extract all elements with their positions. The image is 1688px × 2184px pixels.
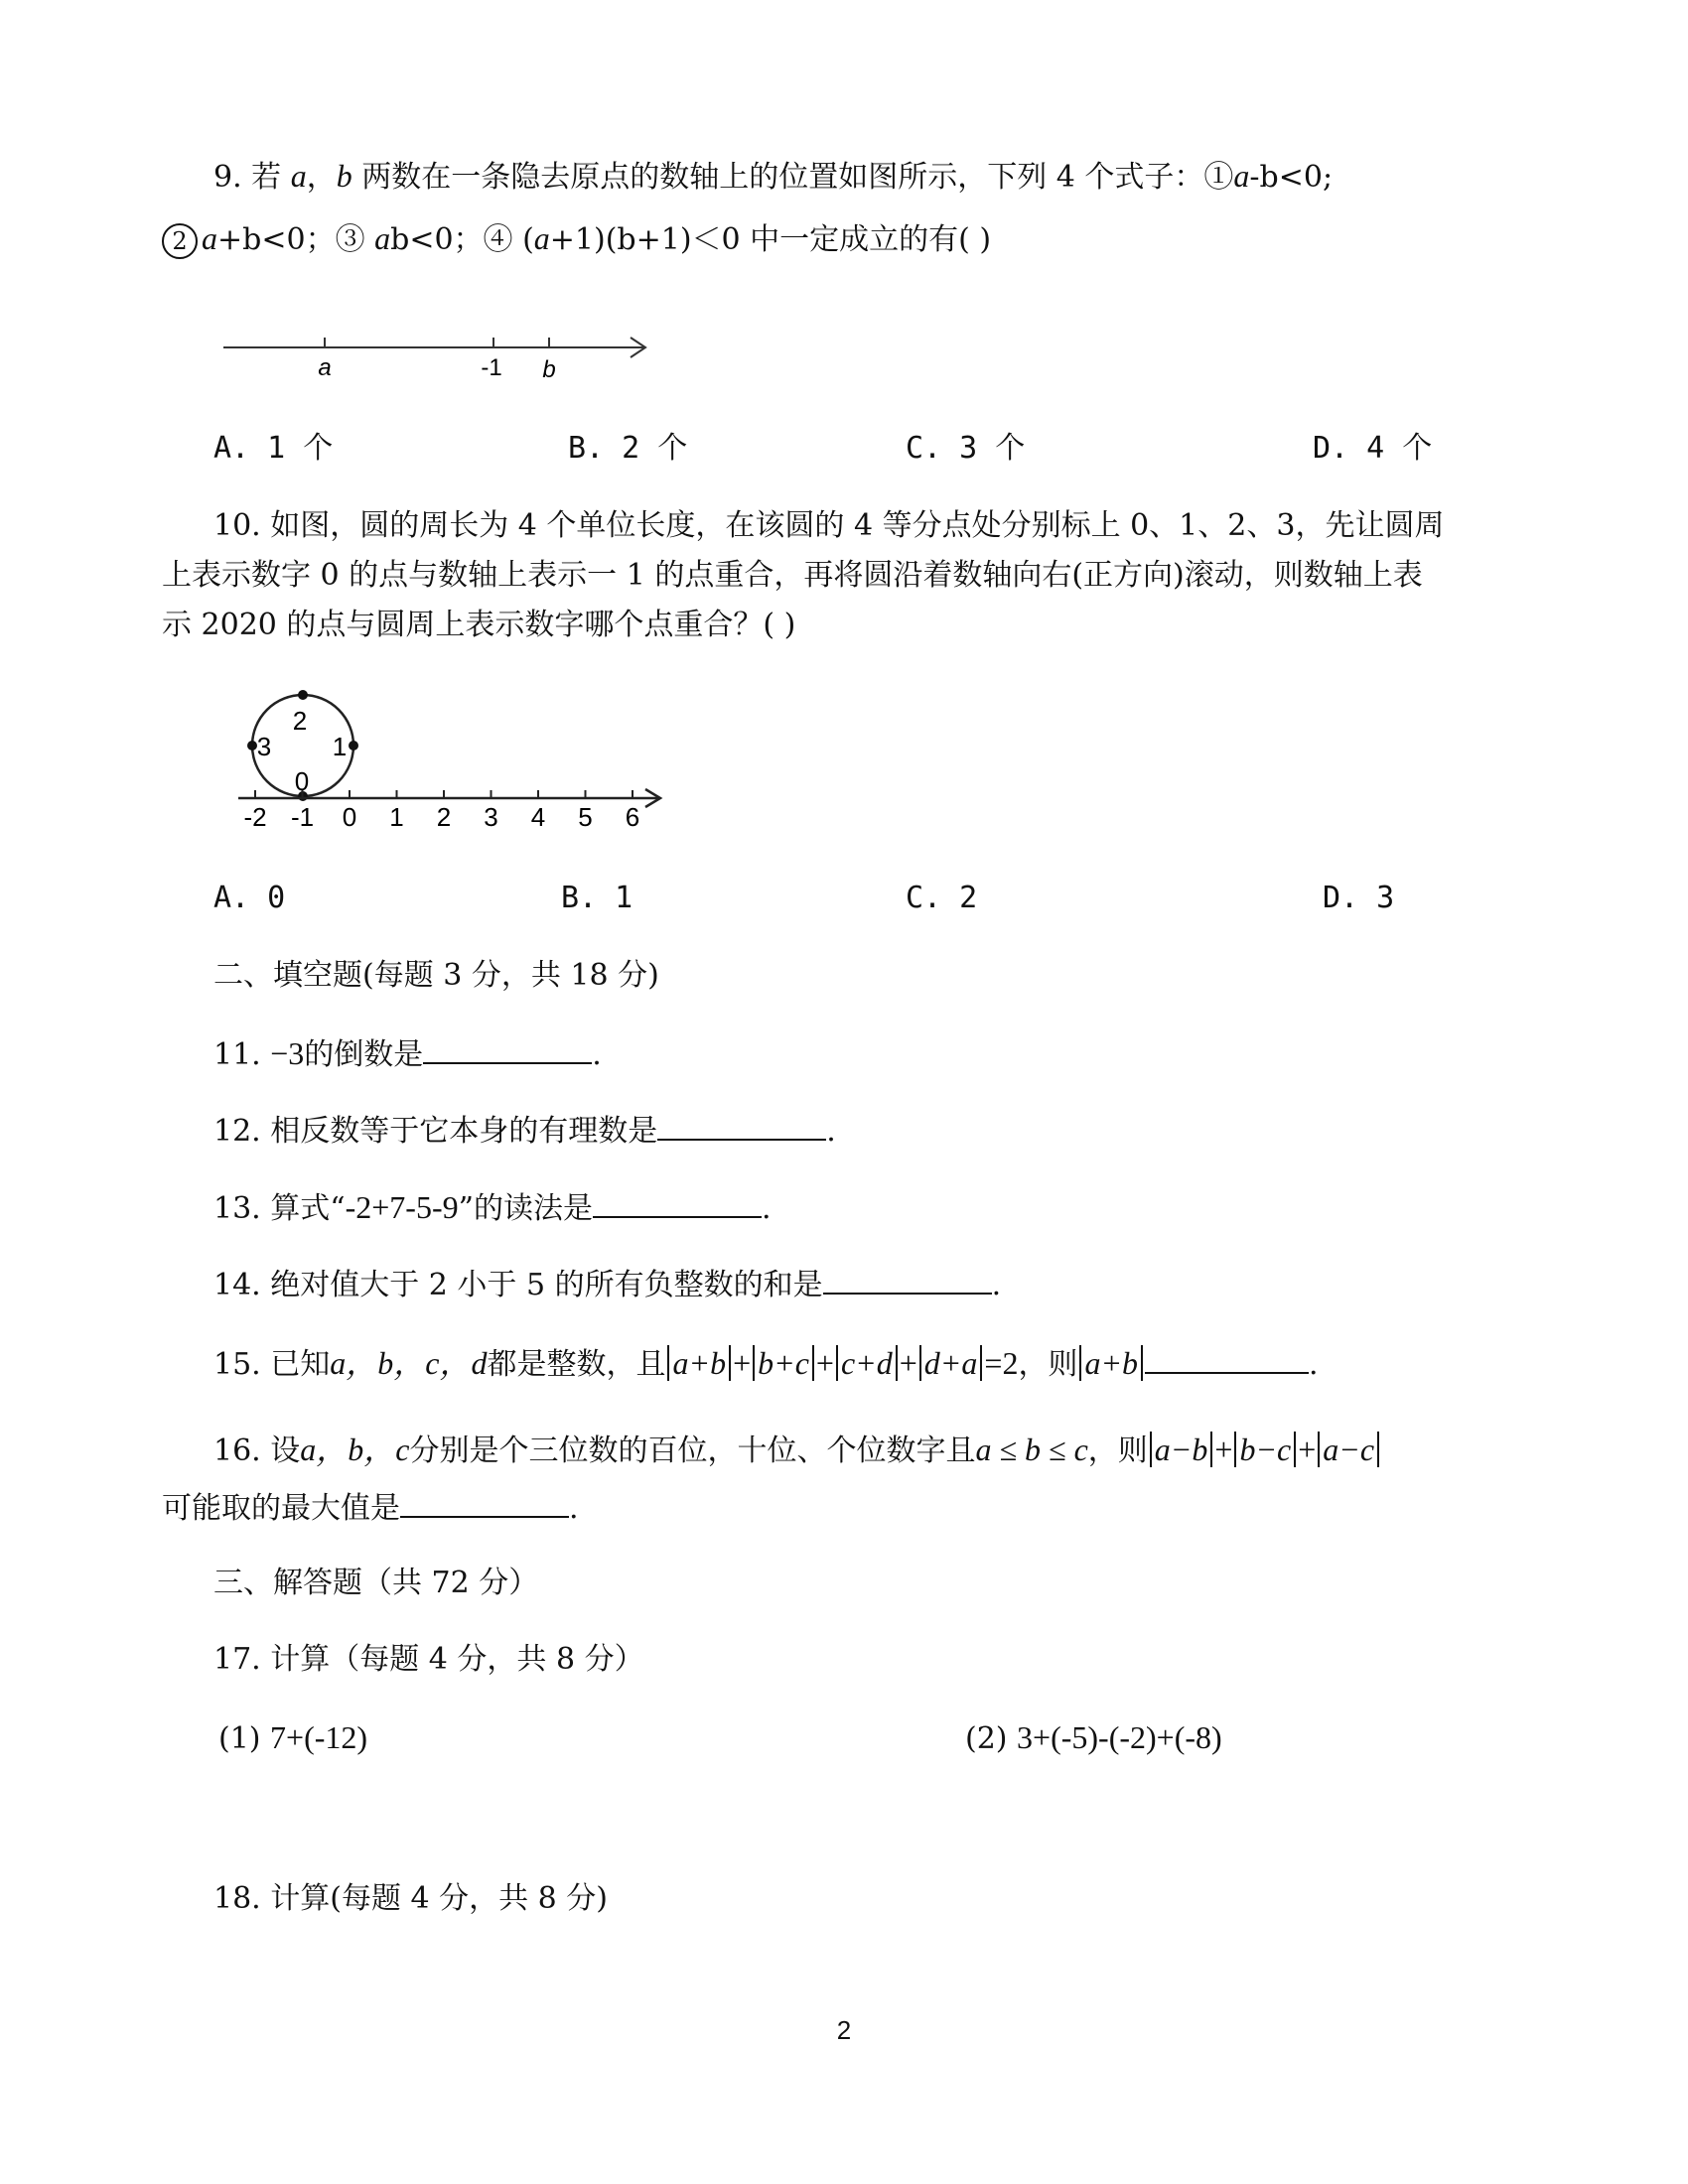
axis-tick-label: -1 — [290, 802, 315, 832]
answer-blank[interactable] — [657, 1109, 826, 1141]
axis-tick-label: -2 — [243, 802, 267, 832]
q18-title: 18. 计算(每题 4 分，共 8 分) — [213, 1881, 608, 1916]
circle-label-2: 2 — [292, 706, 308, 736]
q14: 14. 绝对值大于 2 小于 5 的所有负整数的和是 . — [213, 1263, 1001, 1305]
answer-blank[interactable] — [423, 1032, 592, 1064]
q10-circle-number-line-figure — [238, 690, 675, 839]
axis-tick-label: 0 — [342, 802, 357, 832]
q9-choice-d[interactable]: D. 4 个 — [1313, 431, 1433, 466]
q10-line2: 上表示数字 0 的点与数轴上表示一 1 的点重合，再将圆沿着数轴向右(正方向)滚动，则数轴上表 — [162, 558, 1423, 593]
numberline-label-neg1: -1 — [481, 354, 502, 381]
q11: 11. −3的倒数是 . — [213, 1032, 602, 1075]
q10-choice-b[interactable]: B. 1 — [561, 881, 633, 915]
q9-line2: 2 a+b<0；③ ab<0；④ (a+1)(b+1)＜0 中一定成立的有( ) — [162, 218, 991, 260]
axis-tick-label: 6 — [625, 802, 640, 832]
circle-label-0: 0 — [294, 766, 310, 796]
axis-tick-label: 4 — [530, 802, 546, 832]
circle-label-1: 1 — [332, 732, 348, 761]
q12: 12. 相反数等于它本身的有理数是 . — [213, 1109, 836, 1152]
numberline-label-a: a — [318, 354, 332, 381]
circle-label-3: 3 — [256, 732, 272, 761]
q9-choice-c[interactable]: C. 3 个 — [906, 431, 1026, 466]
section-3-heading: 三、解答题（共 72 分） — [213, 1566, 539, 1600]
q10-line3: 示 2020 的点与圆周上表示数字哪个点重合？( ) — [162, 608, 796, 642]
q9-number-line — [213, 328, 670, 387]
q17-title: 17. 计算（每题 4 分，共 8 分） — [213, 1642, 644, 1677]
circled-number-2: 2 — [162, 223, 198, 259]
q9-choice-a[interactable]: A. 1 个 — [213, 431, 334, 466]
q10-line1: 10. 如图，圆的周长为 4 个单位长度，在该圆的 4 等分点处分别标上 0、1、2、3，先让圆周 — [213, 508, 1445, 543]
q10-choice-c[interactable]: C. 2 — [906, 881, 978, 915]
q9-line1: 9. 若 a，b 两数在一条隐去原点的数轴上的位置如图所示，下列 4 个式子：①a-b<0; — [213, 158, 1334, 195]
q16-line1: 16. 设a，b，c分别是个三位数的百位，十位、个位数字且a ≤ b ≤ c，则 a−b + b−c + a−c — [213, 1430, 1381, 1471]
page-number: 2 — [836, 2015, 852, 2045]
q10-choice-d[interactable]: D. 3 — [1323, 881, 1395, 915]
q17-part2: (2) 3+(-5)-(-2)+(-8) — [965, 1719, 1222, 1756]
axis-tick-label: 3 — [484, 802, 498, 832]
q15: 15. 已知a，b，c，d都是整数，且 a+b + b+c + c+d + d+a =2，则 a+b . — [213, 1342, 1319, 1385]
answer-blank[interactable] — [400, 1486, 569, 1518]
q17-part1: (1) 7+(-12) — [218, 1719, 368, 1756]
axis-tick-label: 1 — [389, 802, 404, 832]
axis-tick-label: 2 — [436, 802, 452, 832]
q10-choice-a[interactable]: A. 0 — [213, 881, 286, 915]
numberline-label-b: b — [542, 356, 556, 383]
answer-blank[interactable] — [823, 1263, 992, 1295]
axis-tick-label: 5 — [578, 802, 593, 832]
q9-choice-b[interactable]: B. 2 个 — [568, 431, 688, 466]
answer-blank[interactable] — [1145, 1342, 1309, 1374]
q16-line2: 可能取的最大值是 . — [162, 1486, 579, 1529]
answer-blank[interactable] — [593, 1186, 762, 1218]
q13: 13. 算式“-2+7-5-9”的读法是 . — [213, 1186, 772, 1229]
section-2-heading: 二、填空题(每题 3 分，共 18 分) — [213, 958, 659, 993]
